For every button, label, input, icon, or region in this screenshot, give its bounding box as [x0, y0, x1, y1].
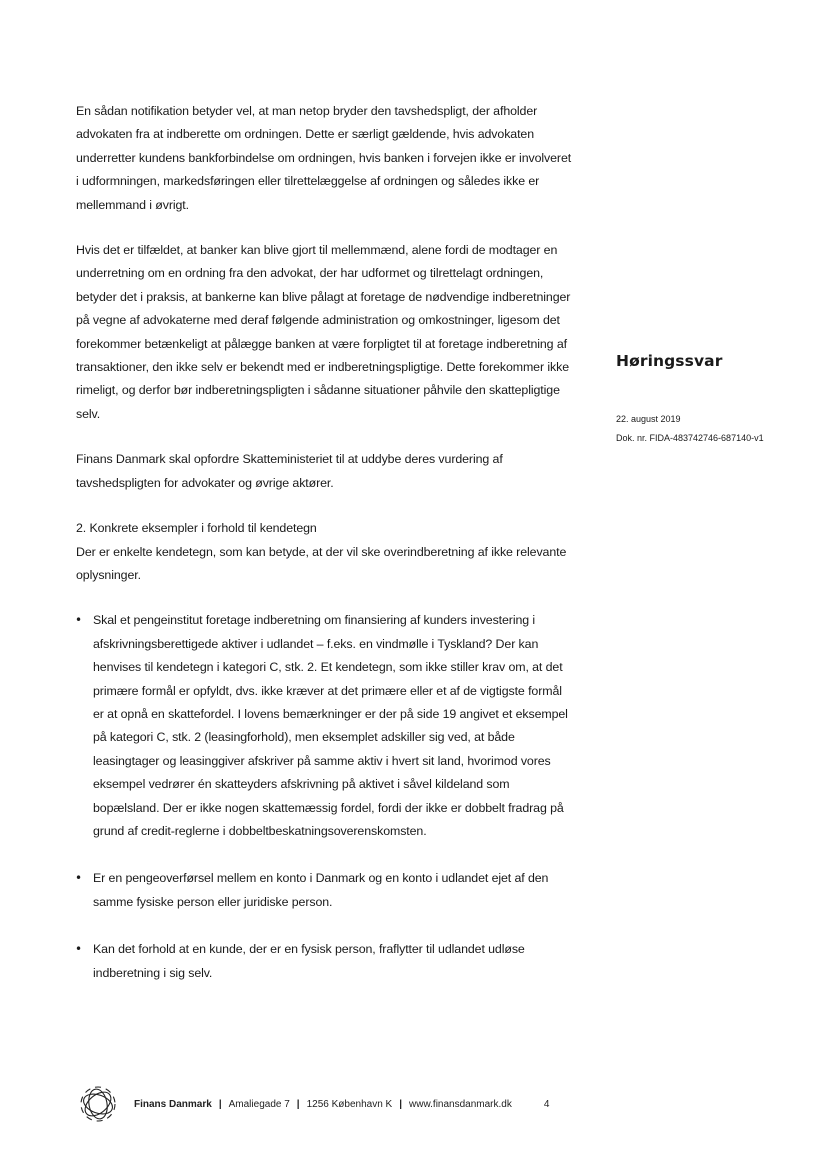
footer-text	[134, 1099, 549, 1110]
footer-address: Amaliegade 7	[228, 1098, 290, 1110]
footer-separator: |	[296, 1098, 300, 1110]
footer-separator: |	[399, 1098, 403, 1110]
bullet-icon: •	[75, 613, 83, 628]
list-item-text: Skal et pengeinstitut foretage indberetning om finansiering af kunders investering i afskrivningsberettigede aktiver i udlandet – f.eks. en vindmølle i Tyskland? Der kan henvises til kendetegn i kategori C, stk. 2. Et kendetegn, som ikke stiller krav om, at det primære formål er opfyldt, dvs. ikke kræver at det primære eller et af de vigtigste formål er at opnå en skattefordel. I lovens bemærkninger er der på side 19 angivet et eksempel på kategori C, stk. 2 (leasingforhold), men eksemplet adskiller sig ved, at både leasingtager og leasinggiver afskriver på samme aktiv i hvert sit land, hvorimod vores eksempel vedrører én skatteyders afskrivning på aktivet i såvel kildeland som bopælsland. Der er ikke nogen skattemæssig fordel, fordi der ikke er dobbelt fradrag på grund af credit-reglerne i dobbeltbeskatningsoverenskomsten.	[93, 613, 568, 838]
paragraph-hallmarks-intro: Der er enkelte kendetegn, som kan betyde, at der vil ske overindberetning af ikke relevante oplysninger.	[76, 544, 567, 582]
footer-separator: |	[218, 1098, 222, 1110]
list-item-text: Er en pengeoverførsel mellem en konto i Danmark og en konto i udlandet ejet af den samme fysiske person eller juridiske person.	[93, 871, 549, 909]
document-date: 22. august 2019	[616, 414, 681, 424]
footer-brand: Finans Danmark	[134, 1098, 212, 1110]
page-number: 4	[543, 1098, 550, 1110]
document-type-title: Høringssvar	[616, 352, 723, 370]
paragraph-notification: En sådan notifikation betyder vel, at man netop bryder den tavshedspligt, der afholder advokaten fra at indberette om ordningen. Dette er særligt gældende, hvis advokaten underretter kundens bankforbindelse om ordningen, hvis banken i forvejen ikke er involveret i udformningen, markedsføringen eller tilrettelæggelse af ordningen og således ikke er mellemmand i øvrigt.	[76, 104, 572, 212]
list-item	[76, 938, 576, 985]
page-footer	[76, 1074, 676, 1134]
paragraph-request: Finans Danmark skal opfordre Skatteministeriet til at uddybe deres vurdering af tavshedspligten for advokater og øvrige aktører.	[76, 452, 503, 490]
footer-city: 1256 København K	[306, 1098, 393, 1110]
footer-website-link[interactable]: www.finansdanmark.dk	[409, 1098, 512, 1110]
list-item-text: Kan det forhold at en kunde, der er en fysisk person, fraflytter til udlandet udløse indberetning i sig selv.	[93, 942, 525, 980]
list-item	[76, 867, 576, 914]
document-number: Dok. nr. FIDA-483742746-687140-v1	[616, 432, 764, 443]
list-item	[76, 609, 576, 843]
bullet-list	[76, 609, 576, 985]
section-heading: 2. Konkrete eksempler i forhold til kendetegn	[76, 521, 317, 536]
paragraph-banks-intermediaries: Hvis det er tilfældet, at banker kan blive gjort til mellemmænd, alene fordi de modtager en underretning om en ordning fra den advokat, der har udformet og tilrettelagt ordningen, betyder det i praksis, at bankerne kan blive pålagt at foretage de nødvendige indberetninger på vegne af advokaterne med deraf følgende administration og omkostninger, ligesom det forekommer betænkeligt at pålægge banken at være forpligtet til at foretage indberetning af transaktioner, den ikke selv er bekendt med er indberetningspligtige. Dette forekommer ikke rimeligt, og derfor bør indberetningspligten i sådanne situationer påhvile den skattepligtige selv.	[76, 243, 571, 421]
document-body	[76, 100, 576, 985]
document-meta	[616, 410, 816, 447]
sidebar	[616, 352, 816, 447]
bullet-icon: •	[75, 871, 83, 886]
finans-danmark-logo-icon	[76, 1080, 120, 1128]
bullet-icon: •	[75, 942, 83, 957]
